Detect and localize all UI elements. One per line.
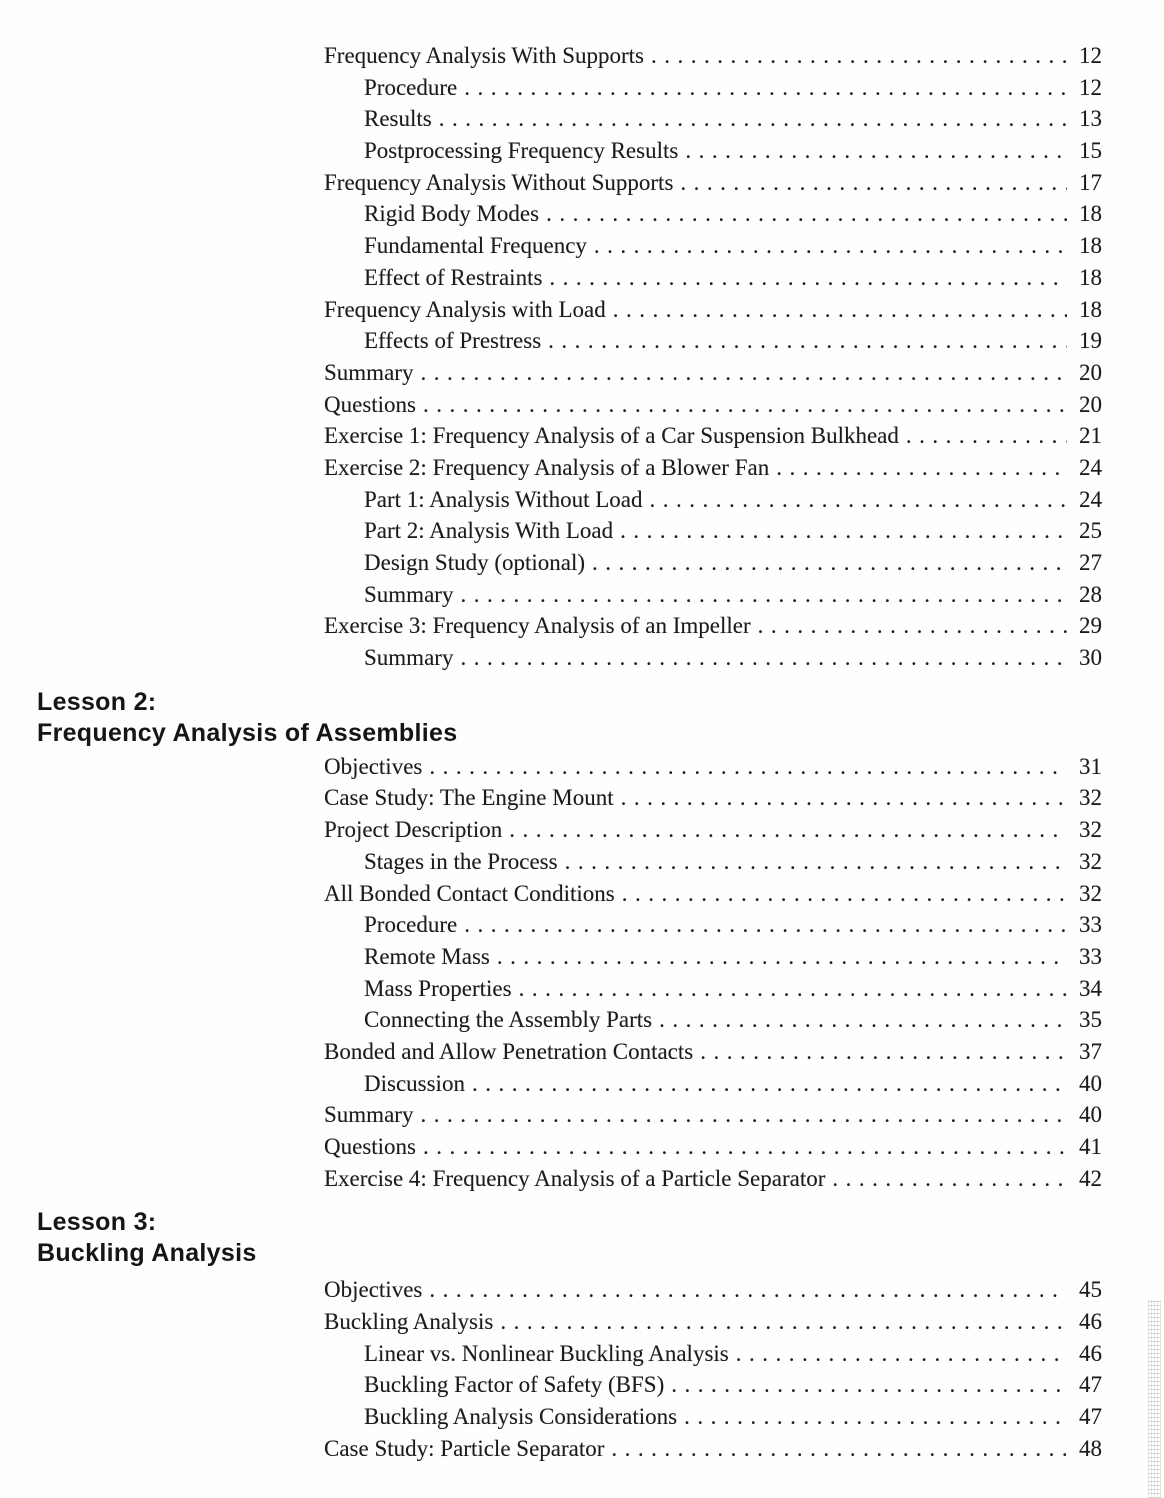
toc-entry bbox=[324, 262, 1102, 294]
toc-entry-page-number: 18 bbox=[1079, 201, 1102, 227]
toc-entry-page-number: 17 bbox=[1079, 169, 1102, 195]
toc-entry-title: Summary bbox=[364, 645, 454, 671]
toc-entry-list bbox=[324, 751, 1102, 1195]
toc-entry bbox=[324, 1099, 1102, 1131]
toc-entry-title: Case Study: Particle Separator bbox=[324, 1435, 605, 1461]
toc-entry-title: Bonded and Allow Penetration Contacts bbox=[324, 1038, 694, 1064]
toc-entry-page-number: 31 bbox=[1079, 753, 1102, 779]
dot-leader bbox=[685, 135, 1067, 167]
dot-leader bbox=[500, 1306, 1067, 1338]
toc-entry bbox=[324, 1068, 1102, 1100]
toc-entry bbox=[324, 1401, 1102, 1433]
toc-entry-page-number: 29 bbox=[1079, 613, 1102, 639]
toc-entry bbox=[324, 1036, 1102, 1068]
toc-entry-page-number: 35 bbox=[1079, 1007, 1102, 1033]
toc-entry bbox=[324, 1274, 1102, 1306]
toc-entry bbox=[324, 909, 1102, 941]
lesson-heading-line: Lesson 2: bbox=[37, 687, 157, 716]
toc-entry bbox=[324, 389, 1102, 421]
toc-entry-page-number: 13 bbox=[1079, 106, 1102, 132]
toc-entry-title: Fundamental Frequency bbox=[364, 233, 587, 259]
toc-entry bbox=[324, 610, 1102, 642]
toc-entry bbox=[324, 941, 1102, 973]
dot-leader bbox=[497, 941, 1067, 973]
dot-leader bbox=[621, 782, 1067, 814]
toc-entry-page-number: 33 bbox=[1079, 943, 1102, 969]
toc-entry bbox=[324, 579, 1102, 611]
toc-entry-title: Frequency Analysis With Supports bbox=[324, 43, 645, 68]
dot-leader bbox=[592, 547, 1067, 579]
dot-leader bbox=[700, 1036, 1067, 1068]
toc-entry bbox=[324, 878, 1102, 910]
toc-entry-page-number: 25 bbox=[1079, 518, 1102, 544]
dot-leader bbox=[565, 846, 1067, 878]
dot-leader bbox=[611, 1433, 1067, 1465]
toc-entry-title: Design Study (optional) bbox=[364, 550, 586, 575]
toc-entry-title: Linear vs. Nonlinear Buckling Analysis bbox=[364, 1340, 729, 1366]
toc-group bbox=[0, 687, 1164, 1195]
dot-leader bbox=[420, 357, 1067, 389]
toc-group bbox=[0, 40, 1164, 674]
dot-leader bbox=[594, 230, 1067, 262]
toc-entry bbox=[324, 1433, 1102, 1465]
toc-entry-page-number: 45 bbox=[1079, 1277, 1102, 1303]
dot-leader bbox=[429, 751, 1067, 783]
toc-entry-page-number: 34 bbox=[1079, 975, 1102, 1001]
toc-entry-title: Connecting the Assembly Parts bbox=[364, 1007, 653, 1033]
toc-entry-page-number: 28 bbox=[1079, 581, 1102, 607]
lesson-heading bbox=[37, 1207, 1164, 1269]
toc-entry-title: Buckling Factor of Safety (BFS) bbox=[364, 1372, 665, 1398]
dot-leader bbox=[622, 878, 1067, 910]
table-of-contents bbox=[0, 40, 1164, 1465]
toc-entry-title: Project Description bbox=[324, 817, 503, 843]
toc-entry-title: Remote Mass bbox=[364, 943, 490, 969]
dot-leader bbox=[549, 262, 1067, 294]
toc-entry-page-number: 18 bbox=[1079, 233, 1102, 259]
toc-entry bbox=[324, 1163, 1102, 1195]
dot-leader bbox=[472, 1068, 1067, 1100]
dot-leader bbox=[509, 814, 1067, 846]
toc-entry bbox=[324, 40, 1102, 72]
toc-entry-title: Frequency Analysis Without Supports bbox=[324, 169, 674, 195]
toc-entry bbox=[324, 198, 1102, 230]
dot-leader bbox=[429, 1274, 1067, 1306]
toc-entry-page-number: 27 bbox=[1079, 550, 1102, 575]
dot-leader bbox=[464, 72, 1067, 104]
toc-entry-page-number: 37 bbox=[1079, 1038, 1102, 1064]
toc-entry-page-number: 18 bbox=[1079, 296, 1102, 322]
lesson-heading bbox=[37, 687, 1164, 749]
toc-entry bbox=[324, 325, 1102, 357]
toc-entry-title: Exercise 3: Frequency Analysis of an Impeller bbox=[324, 613, 751, 639]
toc-entry bbox=[324, 1004, 1102, 1036]
toc-entry bbox=[324, 420, 1102, 452]
dot-leader bbox=[776, 452, 1067, 484]
toc-entry-title: Part 1: Analysis Without Load bbox=[364, 486, 643, 512]
dot-leader bbox=[548, 325, 1067, 357]
toc-entry-page-number: 32 bbox=[1079, 848, 1102, 874]
toc-entry-page-number: 32 bbox=[1079, 880, 1102, 906]
toc-entry-title: Stages in the Process bbox=[364, 848, 558, 874]
toc-entry-title: Rigid Body Modes bbox=[364, 201, 540, 227]
toc-entry-page-number: 19 bbox=[1079, 328, 1102, 354]
toc-entry bbox=[324, 642, 1102, 674]
toc-entry-page-number: 18 bbox=[1079, 264, 1102, 290]
dot-leader bbox=[613, 294, 1067, 326]
dot-leader bbox=[423, 1131, 1067, 1163]
toc-entry-page-number: 46 bbox=[1079, 1309, 1102, 1335]
toc-entry bbox=[324, 357, 1102, 389]
toc-entry bbox=[324, 751, 1102, 783]
toc-entry bbox=[324, 135, 1102, 167]
toc-entry bbox=[324, 973, 1102, 1005]
toc-entry bbox=[324, 814, 1102, 846]
toc-entry bbox=[324, 782, 1102, 814]
toc-entry-title: All Bonded Contact Conditions bbox=[324, 880, 615, 906]
toc-entry-page-number: 33 bbox=[1079, 912, 1102, 938]
toc-entry bbox=[324, 230, 1102, 262]
dot-leader bbox=[460, 579, 1067, 611]
toc-entry bbox=[324, 294, 1102, 326]
toc-entry-list bbox=[324, 40, 1102, 674]
toc-entry-page-number: 12 bbox=[1079, 43, 1102, 68]
dot-leader bbox=[671, 1369, 1067, 1401]
toc-entry bbox=[324, 167, 1102, 199]
dot-leader bbox=[649, 484, 1067, 516]
toc-entry bbox=[324, 515, 1102, 547]
toc-entry bbox=[324, 484, 1102, 516]
toc-entry-page-number: 24 bbox=[1079, 454, 1102, 480]
dot-leader bbox=[464, 909, 1067, 941]
toc-entry-page-number: 24 bbox=[1079, 486, 1102, 512]
toc-entry-title: Procedure bbox=[364, 74, 458, 100]
toc-entry-page-number: 15 bbox=[1079, 138, 1102, 164]
lesson-heading-line: Frequency Analysis of Assemblies bbox=[37, 718, 458, 747]
toc-entry-title: Effects of Prestress bbox=[364, 328, 542, 354]
toc-entry bbox=[324, 103, 1102, 135]
toc-entry-page-number: 12 bbox=[1079, 74, 1102, 100]
toc-entry-title: Exercise 1: Frequency Analysis of a Car Suspension Bulkhead bbox=[324, 423, 899, 449]
toc-entry-page-number: 47 bbox=[1079, 1404, 1102, 1430]
toc-entry-title: Frequency Analysis with Load bbox=[324, 296, 606, 322]
dot-leader bbox=[651, 40, 1067, 72]
toc-entry-page-number: 48 bbox=[1079, 1435, 1102, 1461]
toc-entry-page-number: 21 bbox=[1079, 423, 1102, 449]
toc-entry-page-number: 41 bbox=[1079, 1134, 1102, 1159]
dot-leader bbox=[758, 610, 1067, 642]
toc-entry-title: Exercise 4: Frequency Analysis of a Particle Separator bbox=[324, 1165, 826, 1191]
toc-entry bbox=[324, 452, 1102, 484]
dot-leader bbox=[460, 642, 1067, 674]
toc-entry-page-number: 42 bbox=[1079, 1165, 1102, 1191]
toc-entry-title: Mass Properties bbox=[364, 975, 512, 1001]
toc-entry bbox=[324, 547, 1102, 579]
toc-entry-page-number: 40 bbox=[1079, 1070, 1102, 1096]
dot-leader bbox=[439, 103, 1067, 135]
toc-entry-page-number: 47 bbox=[1079, 1372, 1102, 1398]
toc-entry bbox=[324, 1369, 1102, 1401]
toc-entry-page-number: 30 bbox=[1079, 645, 1102, 671]
dot-leader bbox=[832, 1163, 1067, 1195]
toc-entry-page-number: 20 bbox=[1079, 391, 1102, 417]
dot-leader bbox=[736, 1338, 1067, 1370]
toc-entry-title: Procedure bbox=[364, 912, 458, 938]
toc-entry-title: Results bbox=[364, 106, 432, 132]
dot-leader bbox=[620, 515, 1067, 547]
dot-leader bbox=[684, 1401, 1067, 1433]
toc-entry-page-number: 32 bbox=[1079, 817, 1102, 843]
toc-entry-list bbox=[324, 1274, 1102, 1464]
dot-leader bbox=[420, 1099, 1067, 1131]
scan-artifact-strip bbox=[1148, 1300, 1161, 1498]
toc-entry-title: Discussion bbox=[364, 1070, 465, 1096]
toc-entry-title: Buckling Analysis bbox=[324, 1309, 494, 1335]
toc-entry-title: Buckling Analysis Considerations bbox=[364, 1404, 678, 1430]
toc-entry bbox=[324, 72, 1102, 104]
toc-entry-title: Questions bbox=[324, 391, 416, 417]
toc-entry bbox=[324, 1306, 1102, 1338]
toc-entry-title: Part 2: Analysis With Load bbox=[364, 518, 614, 544]
toc-entry-title: Questions bbox=[324, 1134, 416, 1159]
dot-leader bbox=[546, 198, 1067, 230]
toc-entry-title: Postprocessing Frequency Results bbox=[364, 138, 679, 164]
dot-leader bbox=[906, 420, 1067, 452]
toc-entry bbox=[324, 1338, 1102, 1370]
toc-entry-page-number: 20 bbox=[1079, 359, 1102, 385]
toc-entry-page-number: 32 bbox=[1079, 785, 1102, 811]
toc-group bbox=[0, 1207, 1164, 1464]
toc-entry-title: Exercise 2: Frequency Analysis of a Blower Fan bbox=[324, 454, 770, 480]
toc-entry-title: Summary bbox=[364, 581, 454, 607]
dot-leader bbox=[680, 167, 1067, 199]
toc-entry-title: Effect of Restraints bbox=[364, 264, 543, 290]
lesson-heading-line: Buckling Analysis bbox=[37, 1239, 257, 1268]
lesson-heading-line: Lesson 3: bbox=[37, 1208, 157, 1237]
toc-entry-title: Summary bbox=[324, 1102, 414, 1128]
toc-entry-title: Objectives bbox=[324, 1277, 423, 1303]
toc-entry-page-number: 40 bbox=[1079, 1102, 1102, 1128]
toc-entry-page-number: 46 bbox=[1079, 1340, 1102, 1366]
dot-leader bbox=[659, 1004, 1067, 1036]
dot-leader bbox=[519, 973, 1067, 1005]
toc-entry-title: Summary bbox=[324, 359, 414, 385]
toc-entry-title: Case Study: The Engine Mount bbox=[324, 785, 614, 811]
toc-entry bbox=[324, 846, 1102, 878]
toc-entry-title: Objectives bbox=[324, 753, 423, 779]
toc-entry bbox=[324, 1131, 1102, 1163]
dot-leader bbox=[423, 389, 1067, 421]
